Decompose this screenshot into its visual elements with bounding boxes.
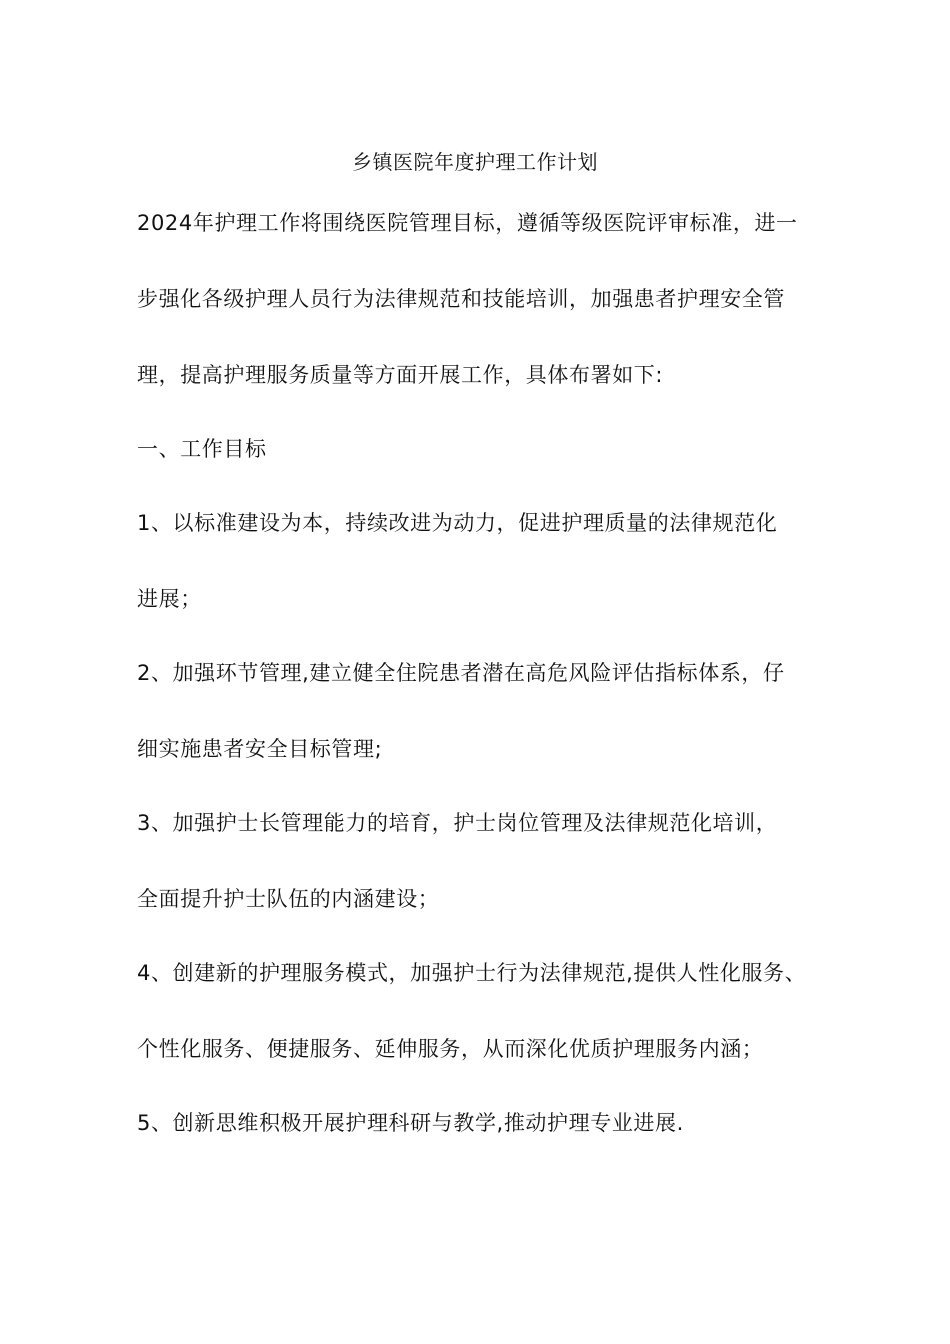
list-item-continuation: 进展；: [137, 587, 202, 611]
paragraph-line: 2024年护理工作将围绕医院管理目标，遵循等级医院评审标准，进一: [137, 211, 798, 235]
list-item: 4、创建新的护理服务模式，加强护士行为法律规范,提供人性化服务、: [137, 961, 807, 985]
list-item-continuation: 全面提升护士队伍的内涵建设；: [137, 887, 440, 911]
paragraph-line: 步强化各级护理人员行为法律规范和技能培训，加强患者护理安全管: [137, 287, 785, 311]
list-item: 3、加强护士长管理能力的培育，护士岗位管理及法律规范化培训，: [137, 811, 778, 835]
list-item: 5、创新思维积极开展护理科研与教学,推动护理专业进展.: [137, 1111, 684, 1135]
section-heading: 一、工作目标: [137, 437, 267, 461]
list-item-continuation: 细实施患者安全目标管理;: [137, 737, 383, 761]
document-title: 乡镇医院年度护理工作计划: [352, 150, 598, 174]
list-item: 1、以标准建设为本，持续改进为动力，促进护理质量的法律规范化: [137, 511, 778, 535]
list-item: 2、加强环节管理,建立健全住院患者潜在高危风险评估指标体系，仔: [137, 661, 785, 685]
paragraph-line: 理，提高护理服务质量等方面开展工作，具体布署如下:: [137, 363, 664, 387]
list-item-continuation: 个性化服务、便捷服务、延伸服务，从而深化优质护理服务内涵；: [137, 1037, 764, 1061]
